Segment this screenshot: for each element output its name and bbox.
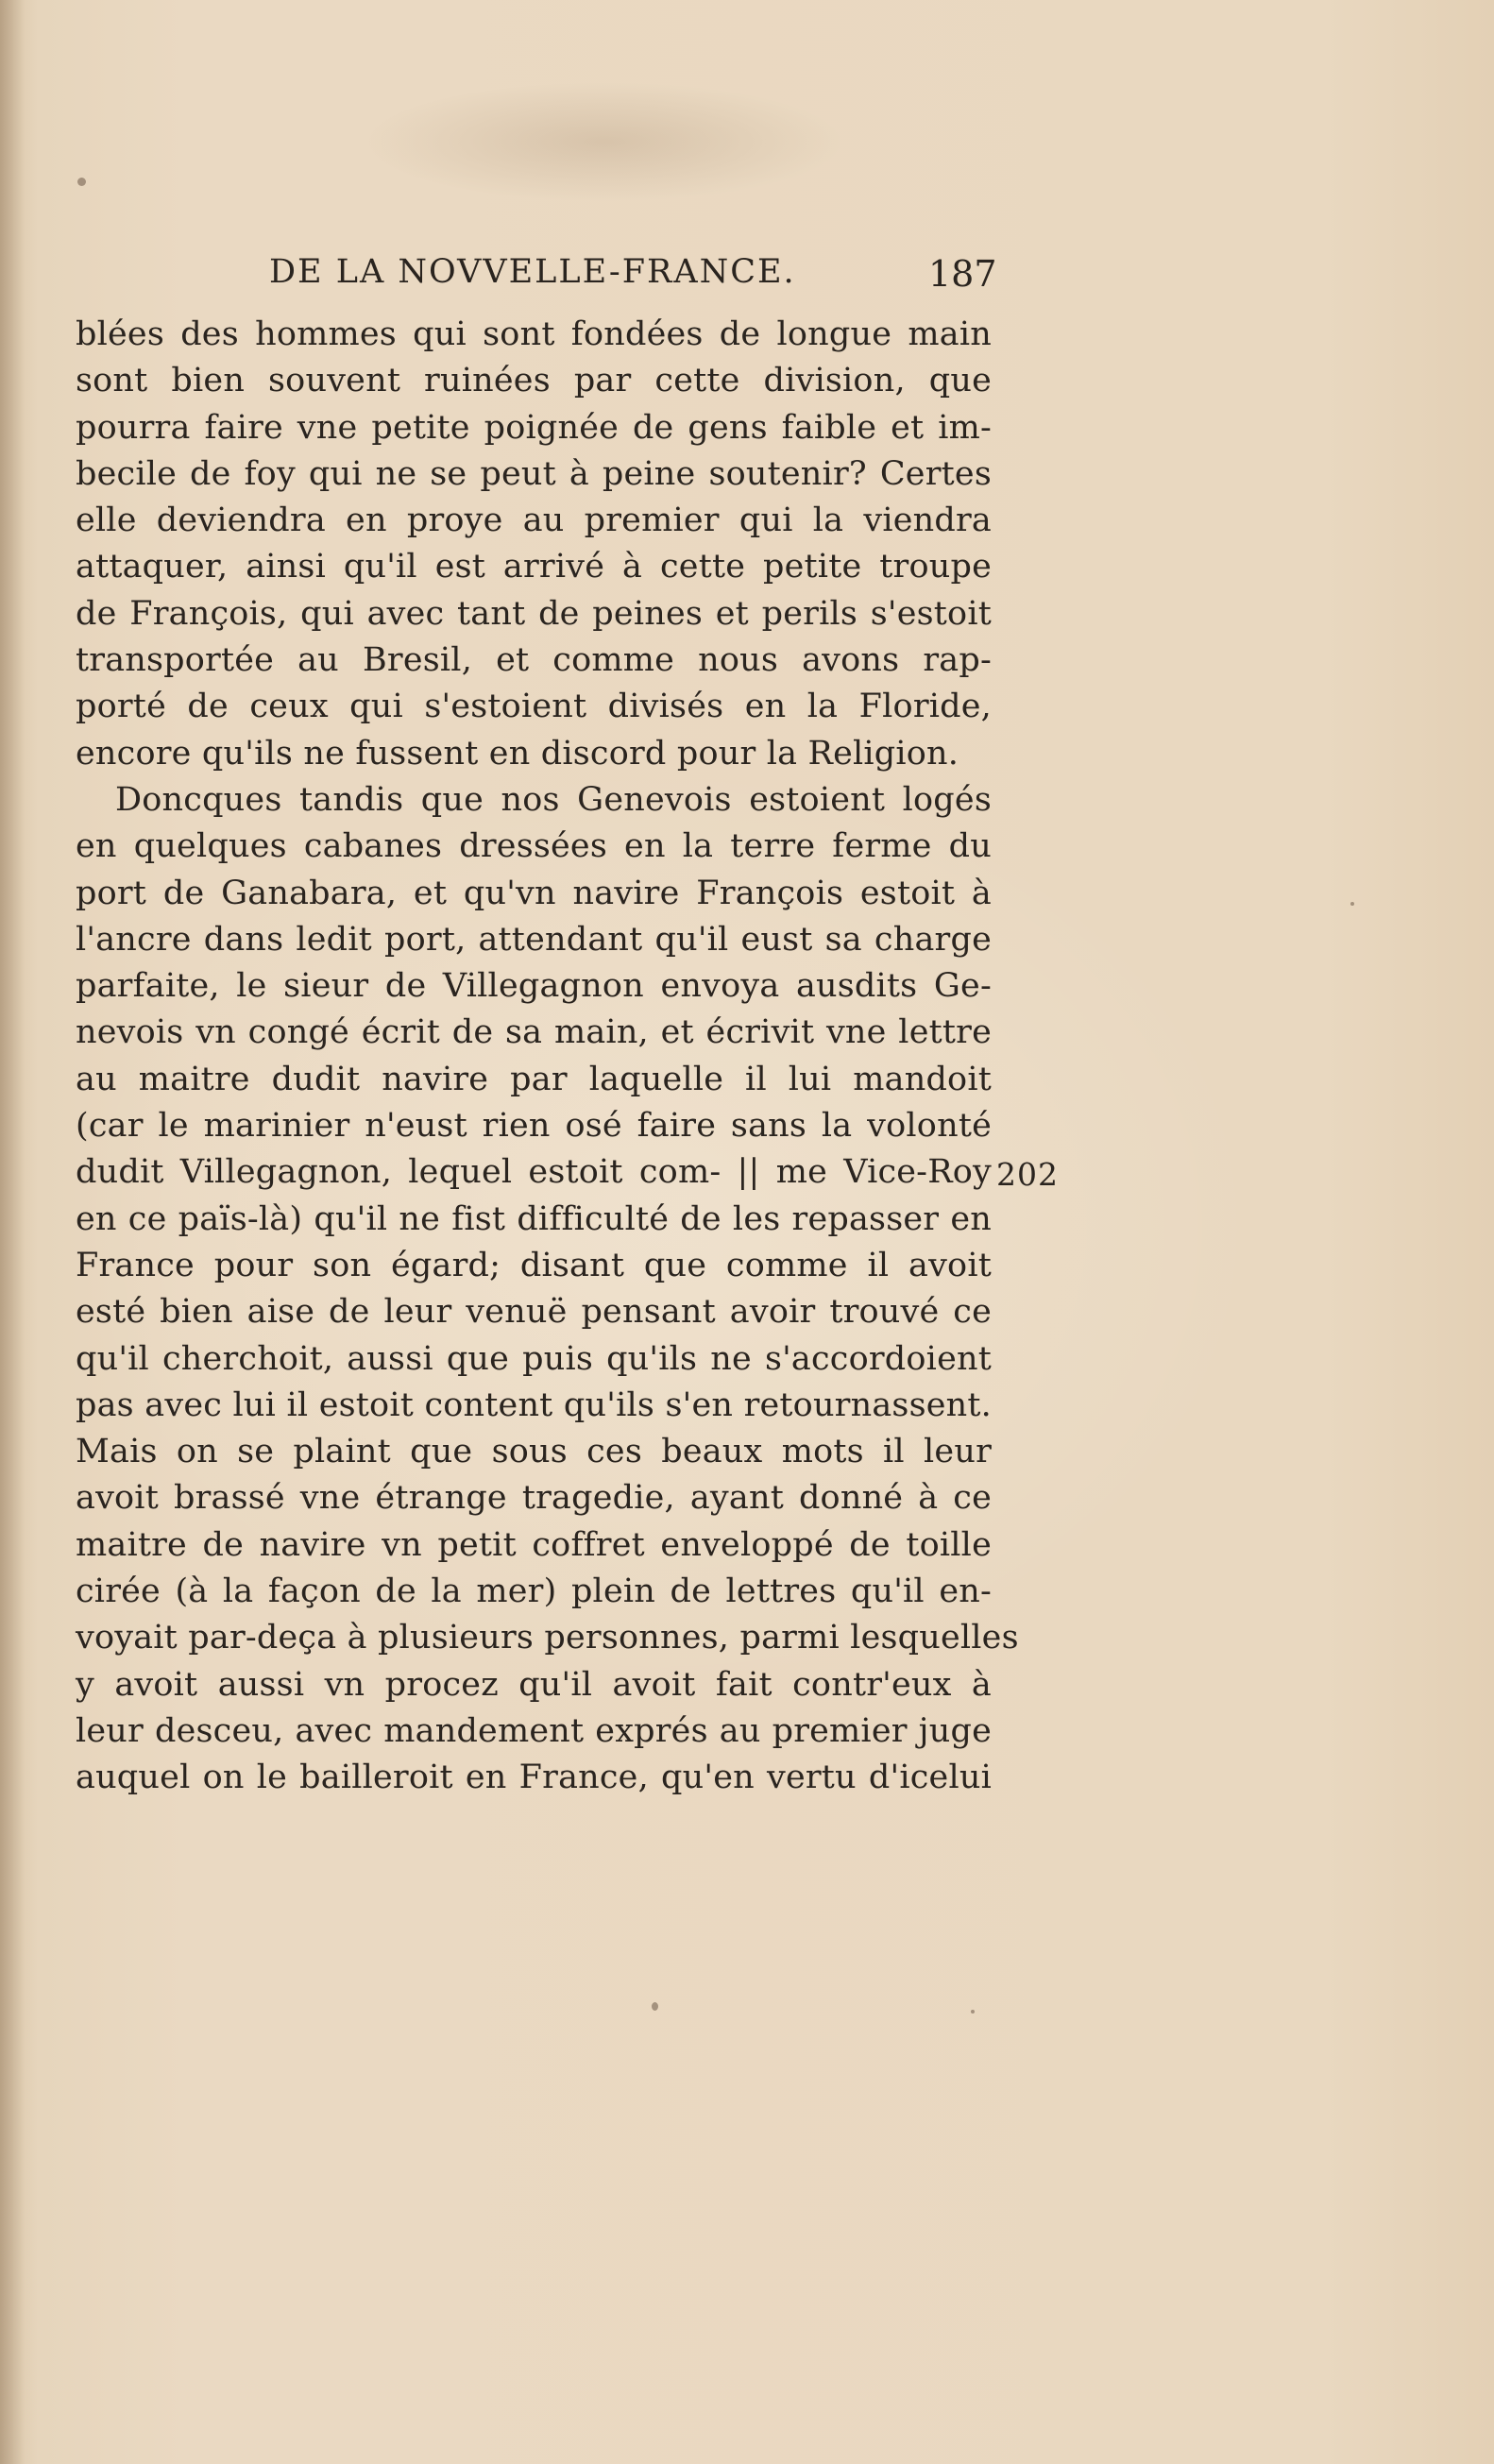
marginal-page-reference: 202: [996, 1156, 1059, 1193]
paper-speck: [77, 178, 86, 186]
text-line: dudit Villegagnon, lequel estoit com- || me Vice-Roy: [76, 1153, 992, 1192]
page-gutter-shadow: [0, 0, 25, 2464]
paper-speck: [652, 2002, 658, 2011]
text-line: transportée au Bresil, et comme nous avons rap-: [76, 641, 992, 680]
text-line: nevois vn congé écrit de sa main, et écrivit vne lettre: [76, 1013, 992, 1052]
text-line: maitre de navire vn petit coffret enveloppé de toille: [76, 1525, 992, 1564]
text-line: esté bien aise de leur venuë pensant avoir trouvé ce: [76, 1293, 992, 1332]
text-line: Mais on se plaint que sous ces beaux mots il leur: [76, 1433, 992, 1471]
text-line: attaquer, ainsi qu'il est arrivé à cette petite troupe: [76, 548, 992, 586]
text-line: auquel on le bailleroit en France, qu'en vertu d'icelui: [76, 1759, 992, 1797]
text-line: y avoit aussi vn procez qu'il avoit fait contr'eux à: [76, 1665, 992, 1704]
text-line: de François, qui avec tant de peines et perils s'estoit: [76, 594, 992, 633]
text-line: l'ancre dans ledit port, attendant qu'il eust sa charge: [76, 920, 992, 959]
text-line: pas avec lui il estoit content qu'ils s'en retournassent.: [76, 1385, 992, 1424]
text-line: pourra faire vne petite poignée de gens faible et im-: [76, 408, 992, 447]
body-text: [76, 312, 1019, 1802]
page-number: 187: [928, 253, 997, 295]
text-line: porté de ceux qui s'estoient divisés en la Floride,: [76, 688, 992, 726]
text-line: cirée (à la façon de la mer) plein de lettres qu'il en-: [76, 1572, 992, 1611]
text-line: blées des hommes qui sont fondées de longue main: [76, 315, 992, 353]
text-line: sont bien souvent ruinées par cette division, que: [76, 362, 992, 400]
text-line: voyait par-deça à plusieurs personnes, parmi lesquelles: [76, 1619, 1019, 1657]
text-line: en quelques cabanes dressées en la terre ferme du: [76, 827, 992, 866]
text-line: (car le marinier n'eust rien osé faire sans la volonté: [76, 1107, 992, 1146]
paper-speck: [1350, 902, 1354, 906]
text-line: leur desceu, avec mandement exprés au premier juge: [76, 1711, 992, 1750]
text-line: avoit brassé vne étrange tragedie, ayant donné à ce: [76, 1479, 992, 1518]
text-line: qu'il cherchoit, aussi que puis qu'ils ne s'accordoient: [76, 1339, 992, 1378]
text-line: en ce païs-là) qu'il ne fist difficulté de les repasser en: [76, 1199, 992, 1238]
text-line: au maitre dudit navire par laquelle il lui mandoit: [76, 1060, 992, 1098]
text-line: parfaite, le sieur de Villegagnon envoya ausdits Ge-: [76, 967, 992, 1006]
text-line: Doncques tandis que nos Genevois estoient logés: [115, 780, 992, 819]
running-head-title: DE LA NOVVELLE-FRANCE.: [269, 253, 796, 291]
text-line: becile de foy qui ne se peut à peine soutenir? Certes: [76, 454, 992, 493]
text-line: encore qu'ils ne fussent en discord pour la Religion.: [76, 734, 959, 773]
text-line: elle deviendra en proye au premier qui la viendra: [76, 501, 992, 540]
paper-speck: [971, 2010, 975, 2014]
text-line: France pour son égard; disant que comme il avoit: [76, 1246, 992, 1284]
text-line: port de Ganabara, et qu'vn navire François estoit à: [76, 874, 992, 912]
